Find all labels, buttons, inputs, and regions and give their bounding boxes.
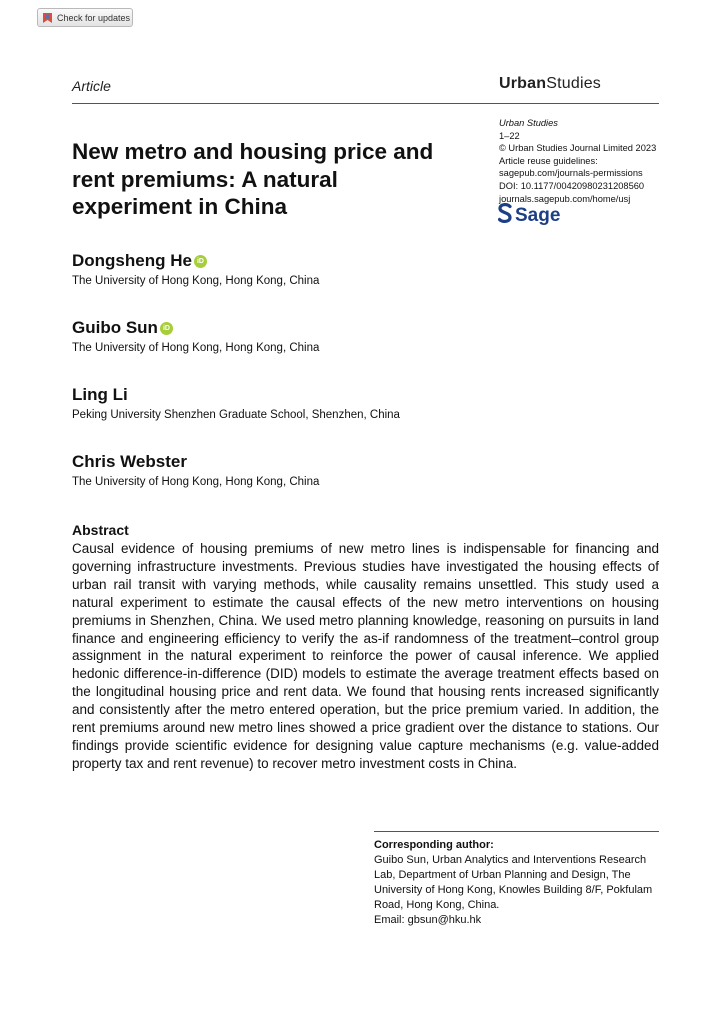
corresponding-line: Lab, Department of Urban Planning and Design, The: [374, 869, 631, 881]
journal-logo: [499, 75, 601, 93]
meta-homepage-link[interactable]: journals.sagepub.com/home/usj: [499, 193, 631, 204]
corresponding-heading: Corresponding author:: [374, 839, 494, 851]
journal-logo-bold: Urban: [499, 75, 547, 92]
article-title: New metro and housing price and rent premiums: A natural experiment in China: [72, 139, 434, 219]
meta-journal: Urban Studies: [499, 118, 558, 128]
abstract-text: Causal evidence of housing premiums of new metro lines is indispensable for financing and governing infrastructure investments. Previous studies have investigated the housing effects of urban rail transit with varying methods, while causality remains unsettled. This study used a natural experiment to estimate the causal effects of the new metro interventions on housing premiums in Shenzhen, China. We used metro planning knowledge, reasoning on pursuits in land finance and engineering efficiency to verify the as-if randomness of the treatment–control group assignment in the natural experiment to reinforce the power of causal inference. We applied hedonic difference-in-difference (DID) models to estimate the average treatment effects based on the longitudinal housing price and rent data. We found that housing rents increased significantly and consistently after the metro entered operation, but the price premium varied. In addition, the rent premiums around new metro lines showed a price gradient over the distance to stations. Our findings provide scientific evidence for designing value capture mechanisms (e.g. value-added property tax and rent revenue) to recover metro investment costs in China.: [72, 541, 659, 771]
check-for-updates-button[interactable]: [37, 8, 133, 27]
meta-doi[interactable]: DOI: 10.1177/00420980231208560: [499, 180, 645, 191]
author-name-row: [72, 452, 319, 472]
sage-wordmark: Sage: [515, 205, 561, 226]
author-affiliation: The University of Hong Kong, Hong Kong, China: [72, 275, 320, 287]
author-block: [72, 452, 319, 488]
corresponding-line: Guibo Sun, Urban Analytics and Interventions Research: [374, 854, 647, 866]
author-affiliation: The University of Hong Kong, Hong Kong, China: [72, 342, 320, 354]
author-affiliation: The University of Hong Kong, Hong Kong, China: [72, 476, 320, 488]
author-name-row: [72, 251, 319, 271]
abstract-heading: Abstract: [72, 522, 129, 538]
check-for-updates-label: Check for updates: [57, 12, 131, 23]
author-block: [72, 251, 319, 287]
orcid-icon[interactable]: iD: [194, 255, 207, 268]
article-type-label: Article: [72, 78, 111, 94]
meta-copyright: © Urban Studies Journal Limited 2023: [499, 143, 657, 154]
meta-pages: 1–22: [499, 130, 520, 141]
author-affiliation: Peking University Shenzhen Graduate School, Shenzhen, China: [72, 409, 400, 421]
author-block: [72, 318, 319, 354]
author-name: Guibo Sun: [72, 318, 158, 337]
header-rule: [72, 103, 659, 104]
corresponding-line: University of Hong Kong, Knowles Building 8/F, Pokfulam: [374, 884, 653, 896]
corresponding-rule: [374, 831, 659, 832]
sage-s-icon: [498, 203, 512, 229]
meta-reuse: Article reuse guidelines:: [499, 155, 598, 166]
author-block: [72, 385, 400, 421]
meta-permissions-link[interactable]: sagepub.com/journals-permissions: [499, 168, 643, 179]
orcid-icon[interactable]: iD: [160, 322, 173, 335]
author-name: Ling Li: [72, 385, 128, 404]
journal-meta: [499, 117, 669, 205]
corresponding-email[interactable]: Email: gbsun@hku.hk: [374, 914, 482, 926]
journal-logo-light: Studies: [546, 75, 602, 92]
author-name: Chris Webster: [72, 452, 187, 471]
corresponding-author: [374, 838, 659, 928]
author-name-row: [72, 385, 400, 405]
sage-logo: [498, 203, 560, 229]
crossmark-icon: [42, 12, 53, 24]
author-name-row: [72, 318, 319, 338]
author-name: Dongsheng He: [72, 251, 192, 270]
corresponding-line: Road, Hong Kong, China.: [374, 899, 500, 911]
